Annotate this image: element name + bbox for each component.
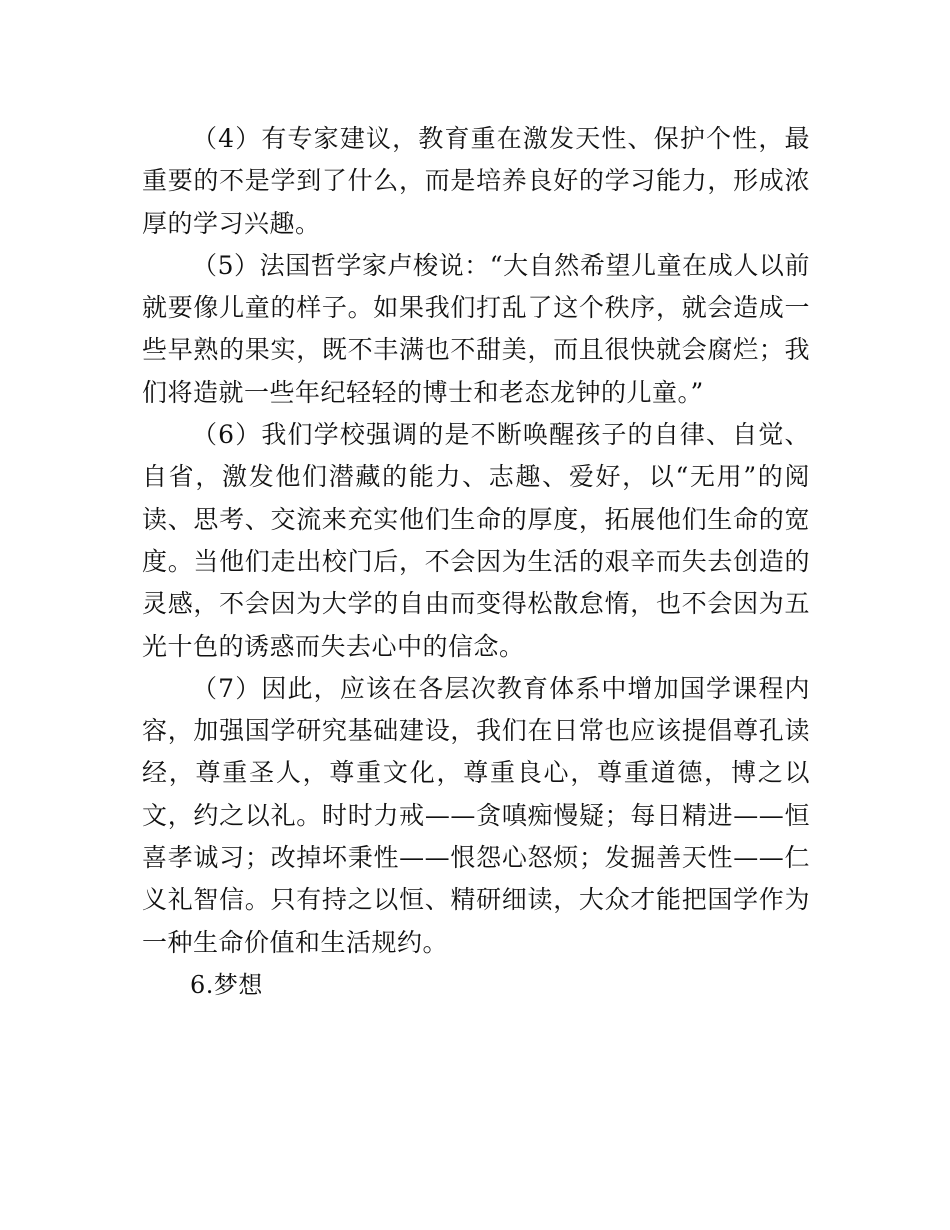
- paragraph-5: （5）法国哲学家卢梭说：“大自然希望儿童在成人以前就要像儿童的样子。如果我们打乱了这个秩序，就会造成一些早熟的果实，既不丰满也不甜美，而且很快就会腐烂；我们将造就一些年纪轻轻的博士和老态龙钟的儿童。”: [142, 250, 810, 407]
- paragraph-4: （4）有专家建议，教育重在激发天性、保护个性，最重要的不是学到了什么，而是培养良好的学习能力，形成浓厚的学习兴趣。: [142, 124, 810, 238]
- section-heading: 6.梦想: [190, 970, 263, 999]
- paragraph-7: （7）因此，应该在各层次教育体系中增加国学课程内容，加强国学研究基础建设，我们在日常也应该提倡尊孔读经，尊重圣人，尊重文化，尊重良心，尊重道德，博之以文，约之以礼。时时力戒——贪嗔痴慢疑；每日精进——恒喜孝诚习；改掉坏秉性——恨怨心怒烦；发掘善天性——仁义礼智信。只有持之以恒、精研细读，大众才能把国学作为一种生命价值和生活规约。: [142, 673, 810, 957]
- document-body: [142, 118, 810, 1006]
- paragraph-6: （6）我们学校强调的是不断唤醒孩子的自律、自觉、自省，激发他们潜藏的能力、志趣、爱好，以“无用”的阅读、思考、交流来充实他们生命的厚度，拓展他们生命的宽度。当他们走出校门后，不会因为生活的艰辛而失去创造的灵感，不会因为大学的自由而变得松散怠惰，也不会因为五光十色的诱惑而失去心中的信念。: [142, 420, 810, 661]
